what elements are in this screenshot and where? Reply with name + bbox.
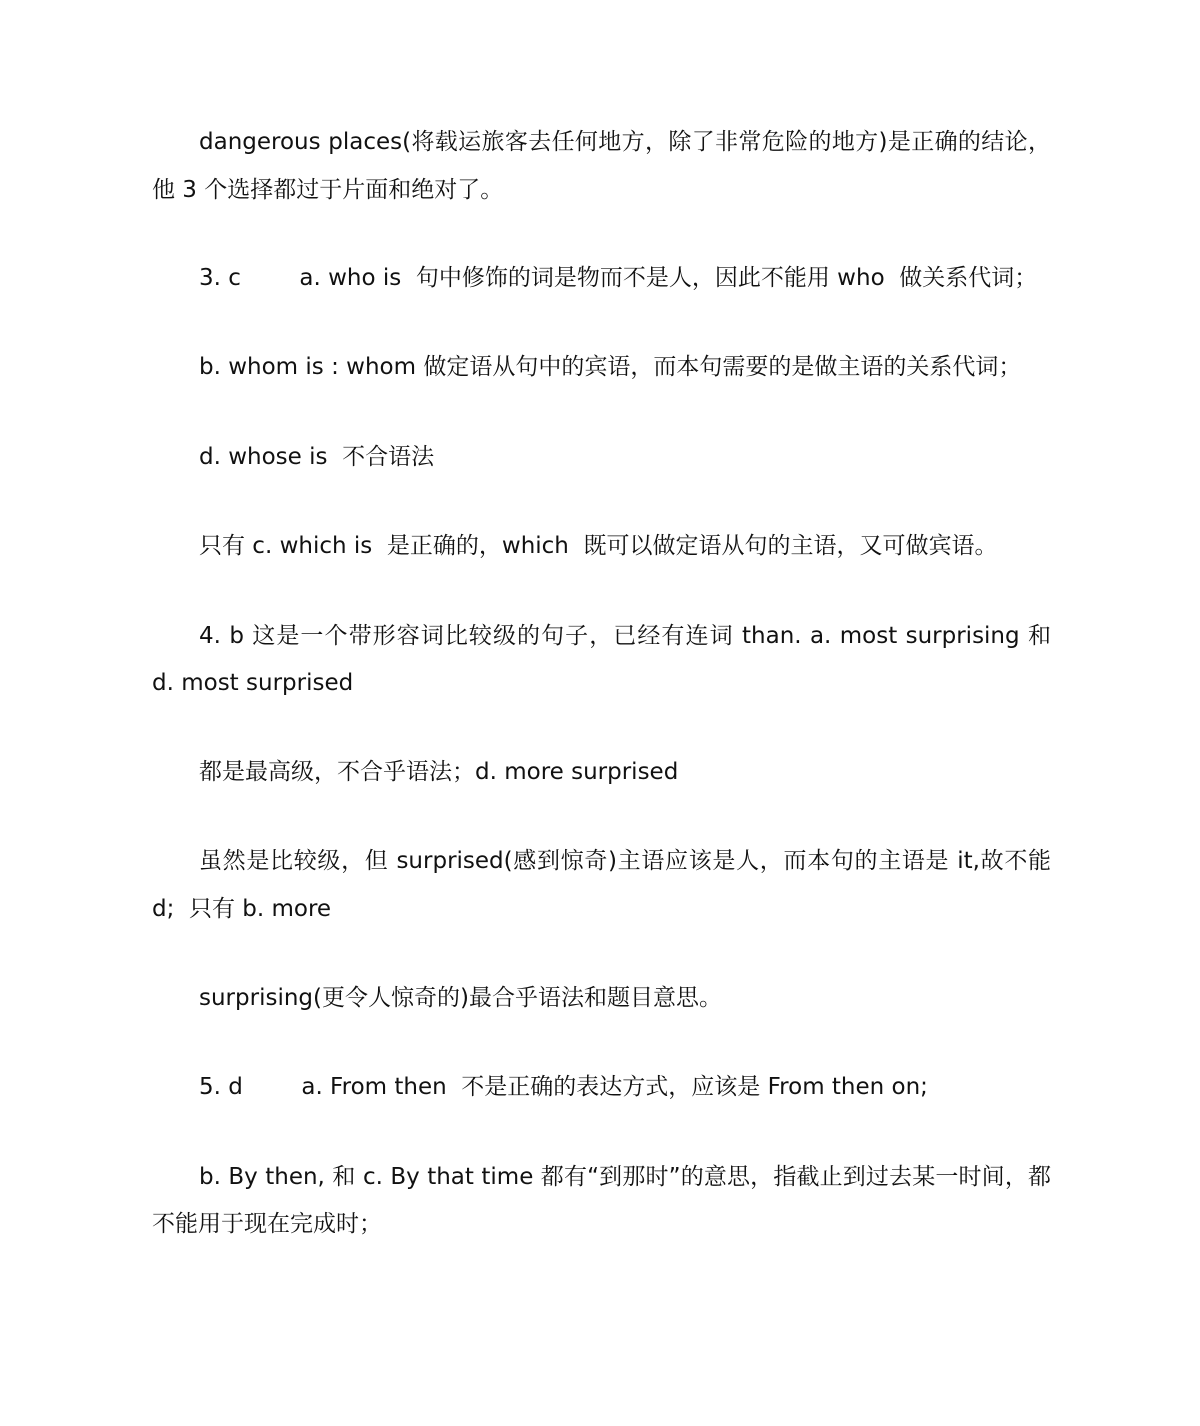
- text-line-8: d. most surprised: [152, 670, 354, 696]
- text-line-6: 只有 c. which is 是正确的，which 既可以做定语从句的主语，又可做宾语。: [199, 533, 998, 559]
- text-line-13: 5. d a. From then 不是正确的表达方式，应该是 From then on;: [199, 1074, 928, 1100]
- text-line-7: 4. b 这是一个带形容词比较级的句子，已经有连词 than. a. most surprising 和: [199, 623, 1051, 649]
- text-line-2: 他 3 个选择都过于片面和绝对了。: [152, 177, 504, 203]
- text-line-9: 都是最高级，不合乎语法；d. more surprised: [199, 759, 679, 785]
- text-line-4: b. whom is : whom 做定语从句中的宾语，而本句需要的是做主语的关系代词；: [199, 354, 1022, 380]
- text-line-12: surprising(更令人惊奇的)最合乎语法和题目意思。: [199, 985, 722, 1011]
- text-line-15: 不能用于现在完成时；: [152, 1211, 382, 1237]
- text-line-14: b. By then, 和 c. By that time 都有“到那时”的意思，指截止到过去某一时间，都: [199, 1164, 1051, 1190]
- text-line-10: 虽然是比较级，但 surprised(感到惊奇)主语应该是人，而本句的主语是 it,故不能: [199, 848, 1051, 874]
- text-line-11: d; 只有 b. more: [152, 896, 332, 922]
- text-line-1: dangerous places(将载运旅客去任何地方，除了非常危险的地方)是正确的结论，: [199, 129, 1051, 155]
- text-line-3: 3. c a. who is 句中修饰的词是物而不是人，因此不能用 who 做关系代词；: [199, 265, 1038, 291]
- text-line-5: d. whose is 不合语法: [199, 444, 435, 470]
